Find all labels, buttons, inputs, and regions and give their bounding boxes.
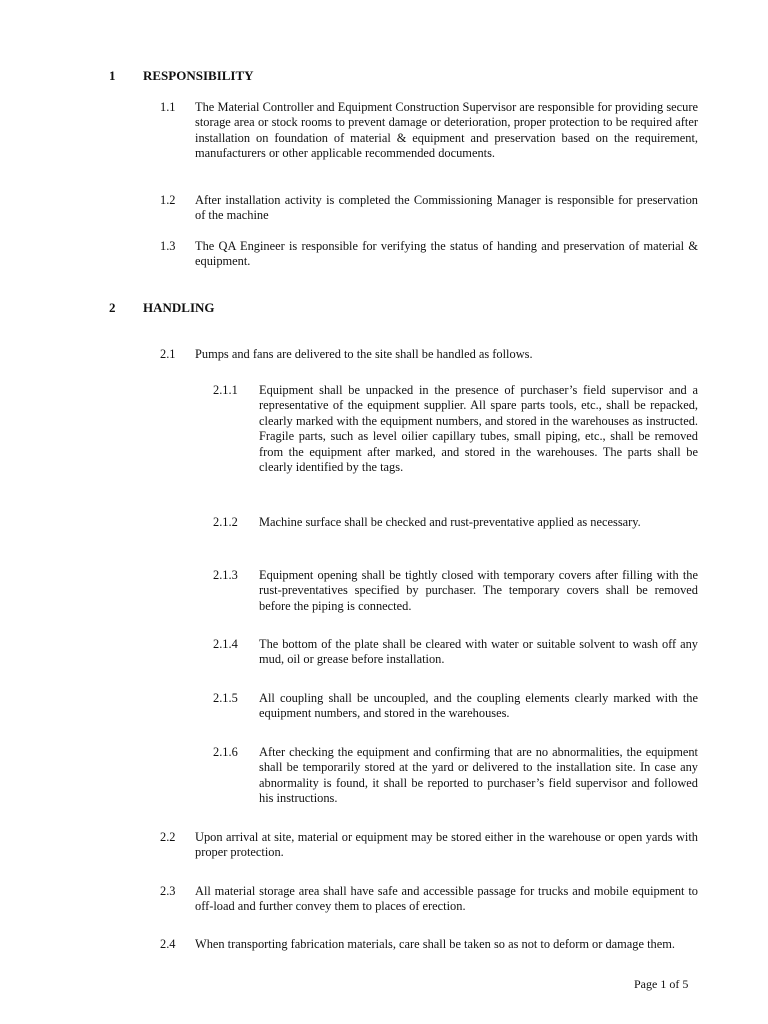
subclause-text: All coupling shall be uncoupled, and the coupling elements clearly marked with the equipment numbers, and stored in the warehouses. — [259, 691, 698, 721]
section-number: 1 — [109, 68, 116, 83]
subclause-text: After checking the equipment and confirming that are no abnormalities, the equipment shall be temporarily stored at the yard or delivered to the installation site. In case any abnormality is found, it shall be reported to purchaser’s field supervisor and followed his instructions. — [259, 745, 698, 806]
clause-text: Upon arrival at site, material or equipment may be stored either in the warehouse or open yards with proper protection. — [195, 830, 698, 860]
clause-text: After installation activity is completed the Commissioning Manager is responsible for preservation of the machine — [195, 193, 698, 223]
clause-number: 2.2 — [160, 830, 176, 844]
subclause-text: Equipment shall be unpacked in the presence of purchaser’s field supervisor and a representative of the equipment supplier. All spare parts tools, etc., shall be repacked, clearly marked with the equipment numbers, and stored in the warehouses as instructed. Fragile parts, such as level oilier capillary tubes, small piping, etc., shall be removed from the equipment after marked, and stored in the warehouses. The parts shall be clearly identified by the tags. — [259, 383, 698, 475]
subclause-number: 2.1.5 — [213, 691, 238, 705]
subclause-text: Machine surface shall be checked and rust-preventative applied as necessary. — [259, 515, 641, 529]
clause-number: 2.3 — [160, 884, 176, 898]
clause-number: 1.1 — [160, 100, 176, 114]
subclause-number: 2.1.6 — [213, 745, 238, 759]
section-number: 2 — [109, 300, 116, 315]
clause-text: The QA Engineer is responsible for verifying the status of handing and preservation of material & equipment. — [195, 239, 698, 269]
subclause-number: 2.1.1 — [213, 383, 238, 397]
clause-text: All material storage area shall have safe and accessible passage for trucks and mobile equipment to off-load and further convey them to places of erection. — [195, 884, 698, 914]
section-heading-responsibility — [109, 68, 254, 83]
subclause-number: 2.1.2 — [213, 515, 238, 529]
clause-text: Pumps and fans are delivered to the site shall be handled as follows. — [195, 347, 533, 361]
section-heading-handling — [109, 300, 215, 315]
clause-text: The Material Controller and Equipment Construction Supervisor are responsible for providing secure storage area or stock rooms to prevent damage or deterioration, proper protection to be required after installation on foundation of material & equipment and preservation based on the requirement, manufacturers or other applicable recommended documents. — [195, 100, 698, 161]
subclause-text: The bottom of the plate shall be cleared with water or suitable solvent to wash off any mud, oil or grease before installation. — [259, 637, 698, 667]
section-title: HANDLING — [143, 300, 215, 315]
subclause-number: 2.1.3 — [213, 568, 238, 582]
subclause-text: Equipment opening shall be tightly closed with temporary covers after filling with the rust-preventatives specified by purchaser. The temporary covers shall be removed before the piping is connected. — [259, 568, 698, 613]
clause-text: When transporting fabrication materials, care shall be taken so as not to deform or damage them. — [195, 937, 675, 951]
clause-number: 1.3 — [160, 239, 176, 253]
clause-number: 2.4 — [160, 937, 176, 951]
subclause-number: 2.1.4 — [213, 637, 238, 651]
page-number: Page 1 of 5 — [634, 977, 689, 991]
clause-number: 2.1 — [160, 347, 176, 361]
clause-number: 1.2 — [160, 193, 176, 207]
section-title: RESPONSIBILITY — [143, 68, 254, 83]
